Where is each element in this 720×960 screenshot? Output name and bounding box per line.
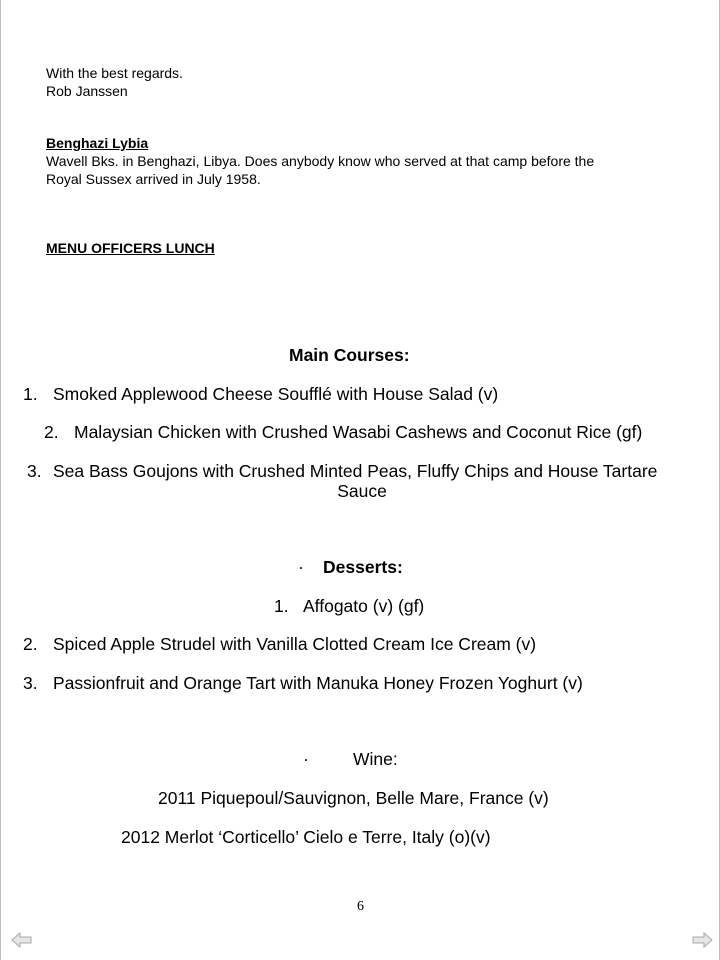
- wine-item-2: 2012 Merlot ‘Corticello’ Cielo e Terre, Italy (o)(v): [121, 827, 491, 847]
- signature-text: Rob Janssen: [46, 83, 128, 99]
- benghazi-heading: Benghazi Lybia: [46, 135, 149, 151]
- menu-heading: MENU OFFICERS LUNCH: [46, 240, 215, 256]
- dessert-item-1-number: 1.: [274, 596, 289, 616]
- previous-page-button[interactable]: [11, 931, 33, 949]
- wine-heading: Wine:: [353, 749, 398, 769]
- benghazi-text-line2: Royal Sussex arrived in July 1958.: [46, 171, 261, 187]
- main-courses-heading: Main Courses:: [289, 345, 410, 365]
- main-item-1-text: Smoked Applewood Cheese Soufflé with House Salad (v): [53, 384, 499, 404]
- arrow-left-icon: [11, 931, 33, 949]
- wine-item-1: 2011 Piquepoul/Sauvignon, Belle Mare, France (v): [158, 788, 549, 808]
- main-item-2-number: 2.: [44, 422, 59, 442]
- main-item-3-number: 3.: [27, 461, 42, 481]
- next-page-button[interactable]: [691, 931, 713, 949]
- desserts-heading: Desserts:: [323, 557, 403, 577]
- dessert-item-3-number: 3.: [23, 673, 38, 693]
- desserts-bullet: ·: [298, 557, 304, 577]
- main-item-1-number: 1.: [23, 384, 38, 404]
- main-item-2-text: Malaysian Chicken with Crushed Wasabi Cashews and Coconut Rice (gf): [74, 422, 643, 442]
- main-item-3-text-continued: Sauce: [337, 481, 387, 501]
- dessert-item-3-text: Passionfruit and Orange Tart with Manuka Honey Frozen Yoghurt (v): [53, 673, 583, 693]
- arrow-right-icon: [691, 931, 713, 949]
- closing-text: With the best regards.: [46, 65, 183, 81]
- benghazi-text-line1: Wavell Bks. in Benghazi, Libya. Does anybody know who served at that camp before the: [46, 153, 595, 169]
- dessert-item-2-number: 2.: [23, 634, 38, 654]
- page-number: 6: [357, 899, 364, 914]
- wine-bullet: ·: [303, 749, 309, 769]
- dessert-item-2-text: Spiced Apple Strudel with Vanilla Clotted Cream Ice Cream (v): [53, 634, 537, 654]
- dessert-item-1-text: Affogato (v) (gf): [303, 596, 425, 616]
- main-item-3-text: Sea Bass Goujons with Crushed Minted Peas, Fluffy Chips and House Tartare: [53, 461, 658, 481]
